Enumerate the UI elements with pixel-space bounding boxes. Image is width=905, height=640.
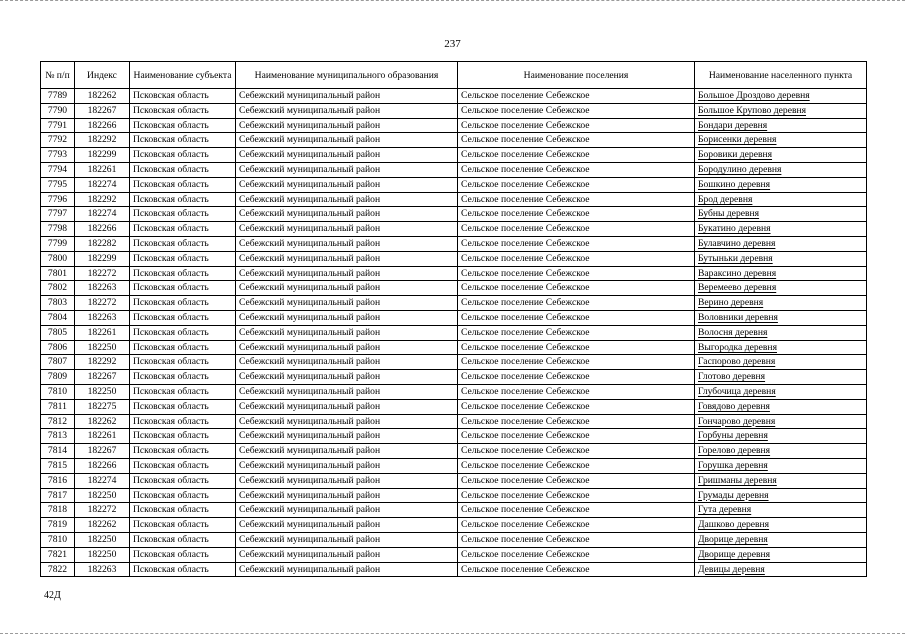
table-row xyxy=(41,414,867,429)
municipality-cell: Себежский муниципальный район xyxy=(236,310,458,325)
postal-index-cell: 182250 xyxy=(75,547,130,562)
municipality-cell: Себежский муниципальный район xyxy=(236,414,458,429)
row-number-cell: 7816 xyxy=(41,473,75,488)
locality-cell: Воловники деревня xyxy=(695,310,867,325)
settlement-cell: Сельское поселение Себежское xyxy=(458,547,695,562)
postal-index-cell: 182272 xyxy=(75,296,130,311)
locality-cell: Дворище деревня xyxy=(695,547,867,562)
header-postal-index: Индекс xyxy=(75,62,130,89)
municipality-cell: Себежский муниципальный район xyxy=(236,325,458,340)
municipality-cell: Себежский муниципальный район xyxy=(236,148,458,163)
municipality-cell: Себежский муниципальный район xyxy=(236,473,458,488)
postal-index-cell: 182266 xyxy=(75,458,130,473)
postal-index-cell: 182292 xyxy=(75,133,130,148)
locality-cell: Бошкино деревня xyxy=(695,177,867,192)
locality-cell: Веремеево деревня xyxy=(695,281,867,296)
locality-cell: Бубны деревня xyxy=(695,207,867,222)
locality-cell: Гончарово деревня xyxy=(695,414,867,429)
row-number-cell: 7814 xyxy=(41,444,75,459)
table-row xyxy=(41,207,867,222)
subject-cell: Псковская область xyxy=(130,133,236,148)
locality-cell: Боровики деревня xyxy=(695,148,867,163)
postal-index-cell: 182250 xyxy=(75,488,130,503)
postal-index-cell: 182250 xyxy=(75,384,130,399)
header-municipality: Наименование муниципального образования xyxy=(236,62,458,89)
subject-cell: Псковская область xyxy=(130,103,236,118)
table-row xyxy=(41,384,867,399)
settlement-cell: Сельское поселение Себежское xyxy=(458,148,695,163)
scan-edge-bottom xyxy=(0,633,905,638)
subject-cell: Псковская область xyxy=(130,444,236,459)
subject-cell: Псковская область xyxy=(130,384,236,399)
table-row xyxy=(41,355,867,370)
settlement-cell: Сельское поселение Себежское xyxy=(458,266,695,281)
table-row xyxy=(41,192,867,207)
subject-cell: Псковская область xyxy=(130,222,236,237)
table-row xyxy=(41,547,867,562)
settlement-cell: Сельское поселение Себежское xyxy=(458,222,695,237)
table-row xyxy=(41,103,867,118)
postal-index-cell: 182267 xyxy=(75,370,130,385)
subject-cell: Псковская область xyxy=(130,296,236,311)
subject-cell: Псковская область xyxy=(130,458,236,473)
row-number-cell: 7794 xyxy=(41,162,75,177)
settlement-cell: Сельское поселение Себежское xyxy=(458,89,695,104)
row-number-cell: 7807 xyxy=(41,355,75,370)
municipality-cell: Себежский муниципальный район xyxy=(236,429,458,444)
subject-cell: Псковская область xyxy=(130,118,236,133)
table-body xyxy=(41,89,867,577)
municipality-cell: Себежский муниципальный район xyxy=(236,458,458,473)
locality-cell: Девицы деревня xyxy=(695,562,867,577)
settlement-cell: Сельское поселение Себежское xyxy=(458,503,695,518)
row-number-cell: 7813 xyxy=(41,429,75,444)
locality-cell: Гута деревня xyxy=(695,503,867,518)
row-number-cell: 7804 xyxy=(41,310,75,325)
footer-code: 42Д xyxy=(44,590,61,601)
locality-cell: Брод деревня xyxy=(695,192,867,207)
row-number-cell: 7821 xyxy=(41,547,75,562)
municipality-cell: Себежский муниципальный район xyxy=(236,118,458,133)
table-row xyxy=(41,473,867,488)
locality-cell: Горбуны деревня xyxy=(695,429,867,444)
municipality-cell: Себежский муниципальный район xyxy=(236,384,458,399)
postal-index-cell: 182266 xyxy=(75,222,130,237)
table-row xyxy=(41,399,867,414)
row-number-cell: 7809 xyxy=(41,370,75,385)
settlement-cell: Сельское поселение Себежское xyxy=(458,192,695,207)
table-row xyxy=(41,236,867,251)
postal-index-cell: 182299 xyxy=(75,148,130,163)
header-subject: Наименование субъекта xyxy=(130,62,236,89)
settlement-cell: Сельское поселение Себежское xyxy=(458,340,695,355)
settlement-cell: Сельское поселение Себежское xyxy=(458,384,695,399)
subject-cell: Псковская область xyxy=(130,414,236,429)
municipality-cell: Себежский муниципальный район xyxy=(236,296,458,311)
municipality-cell: Себежский муниципальный район xyxy=(236,503,458,518)
row-number-cell: 7822 xyxy=(41,562,75,577)
settlement-cell: Сельское поселение Себежское xyxy=(458,118,695,133)
locality-cell: Гришманы деревня xyxy=(695,473,867,488)
table-header-row xyxy=(41,62,867,89)
table-row xyxy=(41,177,867,192)
settlement-cell: Сельское поселение Себежское xyxy=(458,251,695,266)
postal-index-cell: 182274 xyxy=(75,473,130,488)
scan-edge-top xyxy=(0,0,905,5)
table-row xyxy=(41,222,867,237)
locality-cell: Глотово деревня xyxy=(695,370,867,385)
municipality-cell: Себежский муниципальный район xyxy=(236,518,458,533)
row-number-cell: 7810 xyxy=(41,384,75,399)
postal-index-cell: 182282 xyxy=(75,236,130,251)
header-row-number: № п/п xyxy=(41,62,75,89)
postal-index-cell: 182263 xyxy=(75,562,130,577)
header-locality: Наименование населенного пункта xyxy=(695,62,867,89)
subject-cell: Псковская область xyxy=(130,148,236,163)
subject-cell: Псковская область xyxy=(130,207,236,222)
settlement-cell: Сельское поселение Себежское xyxy=(458,444,695,459)
row-number-cell: 7800 xyxy=(41,251,75,266)
row-number-cell: 7795 xyxy=(41,177,75,192)
municipality-cell: Себежский муниципальный район xyxy=(236,192,458,207)
settlement-cell: Сельское поселение Себежское xyxy=(458,236,695,251)
subject-cell: Псковская область xyxy=(130,177,236,192)
postal-index-cell: 182272 xyxy=(75,266,130,281)
locality-cell: Дашково деревня xyxy=(695,518,867,533)
locality-cell: Горелово деревня xyxy=(695,444,867,459)
postal-index-cell: 182261 xyxy=(75,429,130,444)
settlement-cell: Сельское поселение Себежское xyxy=(458,562,695,577)
locality-cell: Вараксино деревня xyxy=(695,266,867,281)
locality-cell: Борисенки деревня xyxy=(695,133,867,148)
subject-cell: Псковская область xyxy=(130,370,236,385)
municipality-cell: Себежский муниципальный район xyxy=(236,251,458,266)
table-row xyxy=(41,562,867,577)
subject-cell: Псковская область xyxy=(130,192,236,207)
postal-index-cell: 182262 xyxy=(75,414,130,429)
locality-cell: Волосня деревня xyxy=(695,325,867,340)
settlement-cell: Сельское поселение Себежское xyxy=(458,177,695,192)
municipality-cell: Себежский муниципальный район xyxy=(236,133,458,148)
table-row xyxy=(41,281,867,296)
subject-cell: Псковская область xyxy=(130,488,236,503)
subject-cell: Псковская область xyxy=(130,547,236,562)
row-number-cell: 7790 xyxy=(41,103,75,118)
postal-index-cell: 182292 xyxy=(75,355,130,370)
settlement-cell: Сельское поселение Себежское xyxy=(458,429,695,444)
table-row xyxy=(41,148,867,163)
row-number-cell: 7793 xyxy=(41,148,75,163)
municipality-cell: Себежский муниципальный район xyxy=(236,355,458,370)
settlement-cell: Сельское поселение Себежское xyxy=(458,532,695,547)
settlement-cell: Сельское поселение Себежское xyxy=(458,207,695,222)
subject-cell: Псковская область xyxy=(130,251,236,266)
row-number-cell: 7803 xyxy=(41,296,75,311)
settlement-cell: Сельское поселение Себежское xyxy=(458,133,695,148)
subject-cell: Псковская область xyxy=(130,473,236,488)
row-number-cell: 7818 xyxy=(41,503,75,518)
table-row xyxy=(41,162,867,177)
postal-index-cell: 182299 xyxy=(75,251,130,266)
subject-cell: Псковская область xyxy=(130,355,236,370)
municipality-cell: Себежский муниципальный район xyxy=(236,207,458,222)
locality-cell: Бутыньки деревня xyxy=(695,251,867,266)
subject-cell: Псковская область xyxy=(130,281,236,296)
subject-cell: Псковская область xyxy=(130,236,236,251)
row-number-cell: 7797 xyxy=(41,207,75,222)
municipality-cell: Себежский муниципальный район xyxy=(236,562,458,577)
row-number-cell: 7789 xyxy=(41,89,75,104)
table-row xyxy=(41,488,867,503)
settlements-table xyxy=(40,61,867,577)
municipality-cell: Себежский муниципальный район xyxy=(236,162,458,177)
subject-cell: Псковская область xyxy=(130,532,236,547)
row-number-cell: 7796 xyxy=(41,192,75,207)
municipality-cell: Себежский муниципальный район xyxy=(236,89,458,104)
table-row xyxy=(41,325,867,340)
postal-index-cell: 182267 xyxy=(75,444,130,459)
table-row xyxy=(41,370,867,385)
municipality-cell: Себежский муниципальный район xyxy=(236,444,458,459)
locality-cell: Бондари деревня xyxy=(695,118,867,133)
table-row xyxy=(41,340,867,355)
row-number-cell: 7791 xyxy=(41,118,75,133)
subject-cell: Псковская область xyxy=(130,162,236,177)
settlement-cell: Сельское поселение Себежское xyxy=(458,281,695,296)
table-row xyxy=(41,458,867,473)
table-row xyxy=(41,444,867,459)
postal-index-cell: 182263 xyxy=(75,281,130,296)
table-row xyxy=(41,89,867,104)
subject-cell: Псковская область xyxy=(130,89,236,104)
municipality-cell: Себежский муниципальный район xyxy=(236,340,458,355)
settlement-cell: Сельское поселение Себежское xyxy=(458,310,695,325)
row-number-cell: 7792 xyxy=(41,133,75,148)
table-row xyxy=(41,532,867,547)
postal-index-cell: 182272 xyxy=(75,503,130,518)
page-number: 237 xyxy=(444,38,461,50)
settlement-cell: Сельское поселение Себежское xyxy=(458,518,695,533)
settlement-cell: Сельское поселение Себежское xyxy=(458,473,695,488)
settlement-cell: Сельское поселение Себежское xyxy=(458,296,695,311)
locality-cell: Большое Крупово деревня xyxy=(695,103,867,118)
table-row xyxy=(41,310,867,325)
subject-cell: Псковская область xyxy=(130,266,236,281)
locality-cell: Глубочица деревня xyxy=(695,384,867,399)
settlement-cell: Сельское поселение Себежское xyxy=(458,355,695,370)
municipality-cell: Себежский муниципальный район xyxy=(236,281,458,296)
row-number-cell: 7798 xyxy=(41,222,75,237)
row-number-cell: 7810 xyxy=(41,532,75,547)
municipality-cell: Себежский муниципальный район xyxy=(236,222,458,237)
table-row xyxy=(41,118,867,133)
locality-cell: Грумады деревня xyxy=(695,488,867,503)
postal-index-cell: 182274 xyxy=(75,207,130,222)
locality-cell: Букатино деревня xyxy=(695,222,867,237)
table-row xyxy=(41,266,867,281)
postal-index-cell: 182266 xyxy=(75,118,130,133)
postal-index-cell: 182250 xyxy=(75,340,130,355)
municipality-cell: Себежский муниципальный район xyxy=(236,266,458,281)
locality-cell: Выгородка деревня xyxy=(695,340,867,355)
municipality-cell: Себежский муниципальный район xyxy=(236,103,458,118)
settlement-cell: Сельское поселение Себежское xyxy=(458,458,695,473)
settlement-cell: Сельское поселение Себежское xyxy=(458,325,695,340)
settlement-cell: Сельское поселение Себежское xyxy=(458,399,695,414)
locality-cell: Говядово деревня xyxy=(695,399,867,414)
settlement-cell: Сельское поселение Себежское xyxy=(458,103,695,118)
locality-cell: Булавчино деревня xyxy=(695,236,867,251)
row-number-cell: 7805 xyxy=(41,325,75,340)
postal-index-cell: 182262 xyxy=(75,518,130,533)
header-settlement: Наименование поселения xyxy=(458,62,695,89)
row-number-cell: 7817 xyxy=(41,488,75,503)
municipality-cell: Себежский муниципальный район xyxy=(236,370,458,385)
postal-index-cell: 182261 xyxy=(75,162,130,177)
settlement-cell: Сельское поселение Себежское xyxy=(458,370,695,385)
table-row xyxy=(41,133,867,148)
table-row xyxy=(41,429,867,444)
postal-index-cell: 182261 xyxy=(75,325,130,340)
postal-index-cell: 182263 xyxy=(75,310,130,325)
municipality-cell: Себежский муниципальный район xyxy=(236,532,458,547)
table-row xyxy=(41,518,867,533)
subject-cell: Псковская область xyxy=(130,429,236,444)
settlement-cell: Сельское поселение Себежское xyxy=(458,414,695,429)
row-number-cell: 7819 xyxy=(41,518,75,533)
locality-cell: Верино деревня xyxy=(695,296,867,311)
postal-index-cell: 182292 xyxy=(75,192,130,207)
postal-index-cell: 182250 xyxy=(75,532,130,547)
municipality-cell: Себежский муниципальный район xyxy=(236,399,458,414)
subject-cell: Псковская область xyxy=(130,399,236,414)
row-number-cell: 7815 xyxy=(41,458,75,473)
locality-cell: Гаспорово деревня xyxy=(695,355,867,370)
row-number-cell: 7799 xyxy=(41,236,75,251)
municipality-cell: Себежский муниципальный район xyxy=(236,547,458,562)
postal-index-cell: 182274 xyxy=(75,177,130,192)
subject-cell: Псковская область xyxy=(130,310,236,325)
row-number-cell: 7812 xyxy=(41,414,75,429)
row-number-cell: 7802 xyxy=(41,281,75,296)
settlement-cell: Сельское поселение Себежское xyxy=(458,162,695,177)
postal-index-cell: 182267 xyxy=(75,103,130,118)
municipality-cell: Себежский муниципальный район xyxy=(236,236,458,251)
settlement-cell: Сельское поселение Себежское xyxy=(458,488,695,503)
municipality-cell: Себежский муниципальный район xyxy=(236,488,458,503)
row-number-cell: 7811 xyxy=(41,399,75,414)
table-row xyxy=(41,251,867,266)
table-row xyxy=(41,503,867,518)
subject-cell: Псковская область xyxy=(130,340,236,355)
subject-cell: Псковская область xyxy=(130,518,236,533)
postal-index-cell: 182262 xyxy=(75,89,130,104)
row-number-cell: 7801 xyxy=(41,266,75,281)
locality-cell: Дворице деревня xyxy=(695,532,867,547)
subject-cell: Псковская область xyxy=(130,562,236,577)
subject-cell: Псковская область xyxy=(130,325,236,340)
locality-cell: Бородулино деревня xyxy=(695,162,867,177)
table-row xyxy=(41,296,867,311)
locality-cell: Горушка деревня xyxy=(695,458,867,473)
subject-cell: Псковская область xyxy=(130,503,236,518)
row-number-cell: 7806 xyxy=(41,340,75,355)
locality-cell: Большое Дроздово деревня xyxy=(695,89,867,104)
postal-index-cell: 182275 xyxy=(75,399,130,414)
municipality-cell: Себежский муниципальный район xyxy=(236,177,458,192)
